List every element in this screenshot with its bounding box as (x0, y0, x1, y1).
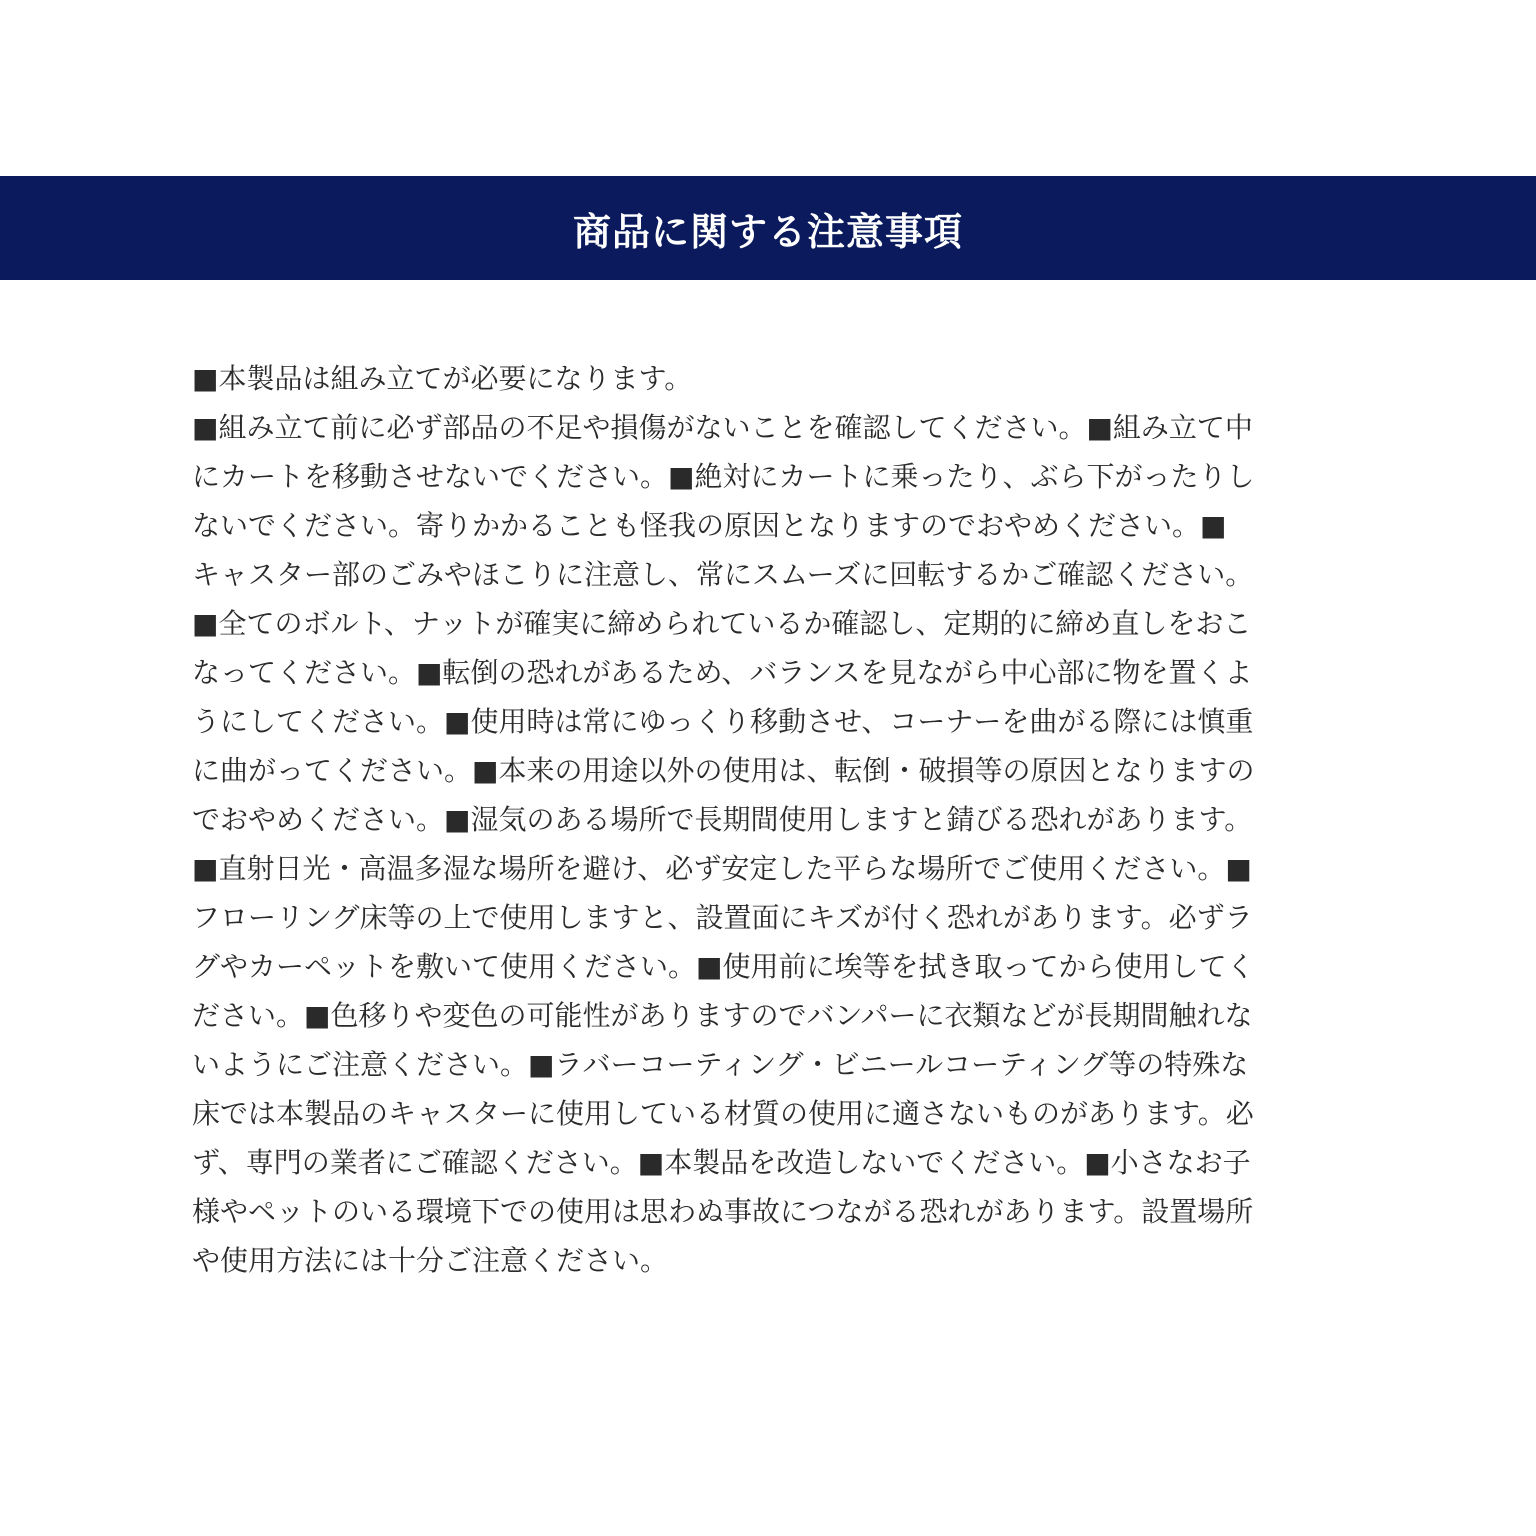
notice-line: 床では本製品のキャスターに使用している材質の使用に適さないものがあります。必 (192, 1097, 1254, 1130)
notice-line: うにしてください。■使用時は常にゆっくり移動させ、コーナーを曲がる際には慎重 (192, 705, 1254, 738)
header-banner (0, 176, 1536, 280)
notice-line: ず、専門の業者にご確認ください。■本製品を改造しないでください。■小さなお子 (192, 1146, 1251, 1179)
notice-line: キャスター部のごみやほこりに注意し、常にスムーズに回転するかご確認ください。 (192, 558, 1254, 591)
notice-line: 様やペットのいる環境下での使用は思わぬ事故につながる恐れがあります。設置場所 (192, 1195, 1254, 1228)
notice-text-block (192, 354, 1332, 1285)
notice-line: ■直射日光・高温多湿な場所を避け、必ず安定した平らな場所でご使用ください。■ (192, 852, 1252, 885)
notice-line: なってください。■転倒の恐れがあるため、バランスを見ながら中心部に物を置くよ (192, 656, 1253, 689)
notice-line: グやカーペットを敷いて使用ください。■使用前に埃等を拭き取ってから使用してく (192, 950, 1255, 983)
notice-line: にカートを移動させないでください。■絶対にカートに乗ったり、ぶら下がったりし (192, 460, 1255, 493)
notice-line: ■全てのボルト、ナットが確実に締められているか確認し、定期的に締め直しをおこ (192, 607, 1252, 640)
notice-line: ないでください。寄りかかることも怪我の原因となりますのでおやめください。■ (192, 509, 1227, 542)
notice-line: ださい。■色移りや変色の可能性がありますのでバンパーに衣類などが長期間触れな (192, 999, 1253, 1032)
notice-line: ■組み立て前に必ず部品の不足や損傷がないことを確認してください。■組み立て中 (192, 411, 1253, 444)
notice-line: フローリング床等の上で使用しますと、設置面にキズが付く恐れがあります。必ずラ (192, 901, 1253, 934)
notice-line: や使用方法には十分ご注意ください。 (192, 1244, 669, 1277)
notice-line: に曲がってください。■本来の用途以外の使用は、転倒・破損等の原因となりますの (192, 754, 1255, 787)
notice-line: でおやめください。■湿気のある場所で長期間使用しますと錆びる恐れがあります。 (192, 803, 1253, 836)
notice-line: ■本製品は組み立てが必要になります。 (192, 362, 693, 395)
page-title: 商品に関する注意事項 (572, 209, 963, 254)
notice-line: いようにご注意ください。■ラバーコーティング・ビニールコーティング等の特殊な (192, 1048, 1249, 1081)
